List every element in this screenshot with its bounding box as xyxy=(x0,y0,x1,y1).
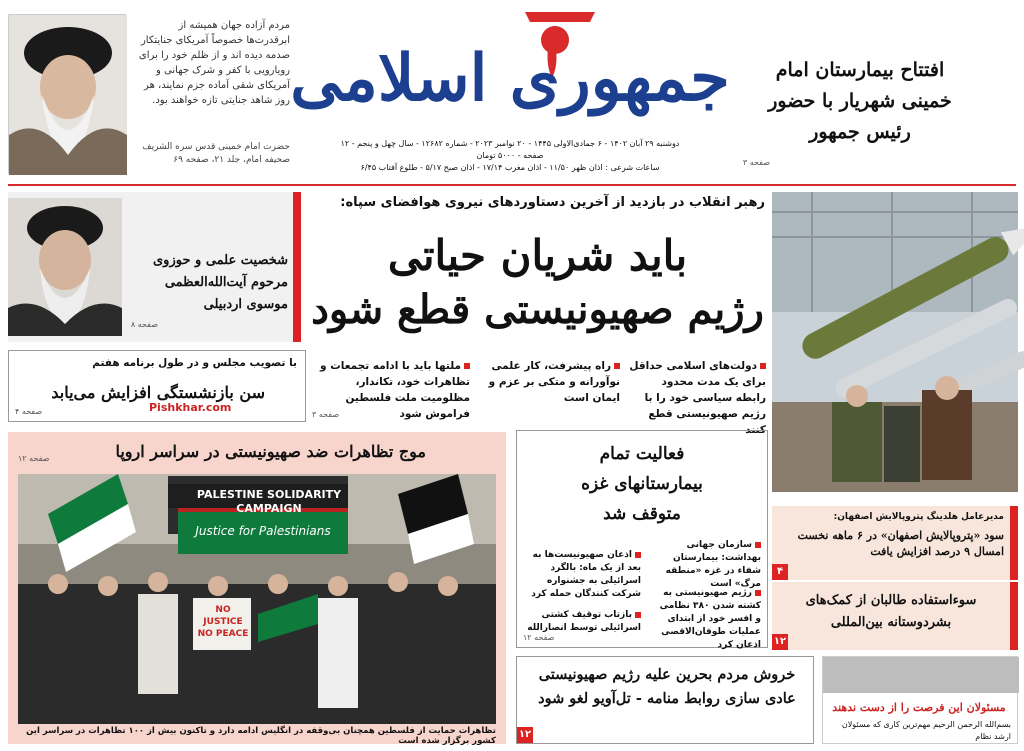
missile-photo xyxy=(772,192,1018,492)
retirement-headline: سن بازنشستگی افزایش می‌یابد xyxy=(51,383,265,402)
dateline-times: ساعات شرعی : اذان ظهر ۱۱/۵۰ - اذان مغرب ۱۷/۱۴ - اذان صبح ۵/۱۷ - طلوع آفتاب ۶/۴۵ xyxy=(360,163,660,172)
gaza-box[interactable] xyxy=(516,430,768,648)
retirement-page-ref: صفحه ۴ xyxy=(15,407,43,416)
petro-box[interactable] xyxy=(772,506,1018,580)
gaza-item-left-2[interactable]: بازتاب توقیف کشتی اسرائیلی توسط انصارالله xyxy=(527,610,641,633)
banner-justice: Justice for Palestinians xyxy=(195,524,331,538)
gaza-item-right-2[interactable]: رژیم صهیونیستی به کشته شدن ۳۸۰ نظامی و افسر خود از ابتدای عملیات طوفان‌الاقصی اذعان کرد xyxy=(659,588,761,650)
gaza-item-left-1[interactable]: اذعان صهیونیست‌ها به بعد از یک ماه: بالگرد اسرائیلی به جشنواره شرکت کنندگان حمله کرد xyxy=(531,550,641,599)
quote-text: مردم آزاده جهان همیشه از ابرقدرت‌ها خصوصاً آمریکای جنایتکار صدمه دیده اند و از ظلم خود را برای رویارویی با کفر و شرک جهانی و آمریکای شقی آماده جزم نمایند، هر روز شاهد جنایتی تازه خواهند بود. xyxy=(138,20,290,106)
dateline xyxy=(340,138,680,174)
bullet-square-icon xyxy=(760,363,766,369)
hospital-story[interactable] xyxy=(760,55,960,148)
bullet-square-icon xyxy=(614,363,620,369)
taliban-box[interactable] xyxy=(772,582,1018,650)
petro-red-bar xyxy=(1010,506,1018,580)
imam-quote-box xyxy=(8,8,293,168)
taliban-page-tag: ۱۲ xyxy=(772,634,788,650)
lead-headline-1[interactable]: باید شریان حیاتی xyxy=(387,231,688,280)
imam-portrait xyxy=(8,14,126,174)
europe-headline: موج تظاهرات ضد صهیونیستی در سراسر اروپا xyxy=(115,442,426,461)
taliban-headline: سوءاستفاده طالبان از کمک‌های بشردوستانه بین‌المللی xyxy=(805,593,977,630)
petro-page-tag: ۴ xyxy=(772,564,788,580)
retirement-kicker: با تصویب مجلس و در طول برنامه هفتم xyxy=(92,357,297,369)
watermark: Pishkhar.com xyxy=(149,401,232,414)
dateline-date: دوشنبه ۲۹ آبان ۱۴۰۲ - ۶ جمادی‌الاولی ۱۴۴۵ - ۲۰ نوامبر ۲۰۲۳ - شماره ۱۲۶۸۲ - سال چهل و پنجم - ۱۲ صفحه - ۵۰۰۰ تومان xyxy=(340,139,680,160)
hospital-headline: افتتاح بیمارستان امام خمینی شهریار با حضور رئیس جمهور xyxy=(768,59,952,143)
lead-bullet-1[interactable]: دولت‌های اسلامی حداقل برای یک مدت محدود رابطه سیاسی خود را با رژیم صهیونیستی قطع کنند xyxy=(629,360,766,436)
hospital-page-ref: صفحه ۳ xyxy=(742,158,770,167)
editorial-body: بسم‌الله الرحمن الرحیم مهم‌ترین کاری که مسئولان ارشد نظام xyxy=(841,720,1011,741)
lead-headline-2[interactable]: رژیم صهیونیستی قطع شود xyxy=(311,286,764,333)
petro-kicker: مدیرعامل هلدینگ پتروپالایش اصفهان: xyxy=(833,512,1004,522)
bullet-square-icon xyxy=(635,612,641,618)
europe-caption: تظاهرات حمایت از فلسطین همچنان بی‌وقفه در انگلیس ادامه دارد و تاکنون بیش از ۱۰۰ تظاهرات در سراسر این کشور برگزار شده است xyxy=(26,726,496,746)
protest-sign: NO JUSTICE NO PEACE xyxy=(197,605,249,639)
newspaper-logo xyxy=(290,8,730,118)
gaza-page-ref: صفحه ۱۲ xyxy=(523,633,555,642)
bahrain-page-tag: ۱۲ xyxy=(517,727,533,743)
banner-campaign: PALESTINE SOLIDARITY CAMPAIGN xyxy=(196,488,342,515)
obituary-page-ref: صفحه ۸ xyxy=(130,320,158,329)
editorial-headline: مسئولان این فرصت را از دست ندهند xyxy=(832,701,1006,714)
petro-headline: سود «پتروپالایش اصفهان» در ۶ ماهه نخست امسال ۹ درصد افزایش یافت xyxy=(797,529,1004,558)
obituary-headline: شخصیت علمی و حوزوی مرحوم آیت‌الله‌العظمی موسوی اردبیلی xyxy=(153,253,288,312)
protest-photo xyxy=(18,474,496,724)
quote-source: حضرت امام خمینی قدس سره الشریف صحیفه امام، جلد ۲۱، صفحه ۶۹ xyxy=(142,142,290,165)
bullet-square-icon xyxy=(755,590,761,596)
editorial-box[interactable] xyxy=(822,656,1018,744)
bullet-square-icon xyxy=(755,542,761,548)
bahrain-box[interactable] xyxy=(516,656,814,744)
bullet-square-icon xyxy=(635,552,641,558)
lead-page-ref: صفحه ۳ xyxy=(312,410,340,419)
obituary-red-bar xyxy=(293,192,301,342)
gaza-headline: فعالیت تمام بیمارستانهای غزه متوقف شد xyxy=(581,444,703,524)
gaza-item-right-1[interactable]: سازمان جهانی بهداشت: بیمارستان شفاء در غزه «منطقه مرگ» است xyxy=(665,540,761,589)
lead-bullet-3[interactable]: ملتها باید با ادامه تجمعات و تظاهرات خود، تکاندار، مظلومیت ملت فلسطین فراموش شود xyxy=(320,360,470,420)
taliban-red-bar xyxy=(1010,582,1018,650)
europe-protests-box[interactable] xyxy=(8,432,506,744)
bullet-square-icon xyxy=(464,363,470,369)
editorial-logo-band xyxy=(823,657,1019,693)
lead-kicker: رهبر انقلاب در بازدید از آخرین دستاوردهای نیروی هوافضای سپاه: xyxy=(340,195,765,210)
lead-bullet-2[interactable]: راه پیشرفت، کار علمی نوآورانه و متکی بر عزم و ایمان است xyxy=(488,360,620,404)
europe-page-ref: صفحه ۱۲ xyxy=(18,454,50,463)
bahrain-headline: خروش مردم بحرین علیه رژیم صهیونیستی عادی سازی روابط منامه - تل‌آویو لغو شود xyxy=(538,666,796,707)
obituary-box[interactable] xyxy=(8,192,301,342)
logo-text: جمهوری اسلامی xyxy=(290,41,730,116)
retirement-box[interactable] xyxy=(8,350,306,422)
masthead-divider xyxy=(8,184,1016,186)
obituary-portrait xyxy=(8,198,122,336)
